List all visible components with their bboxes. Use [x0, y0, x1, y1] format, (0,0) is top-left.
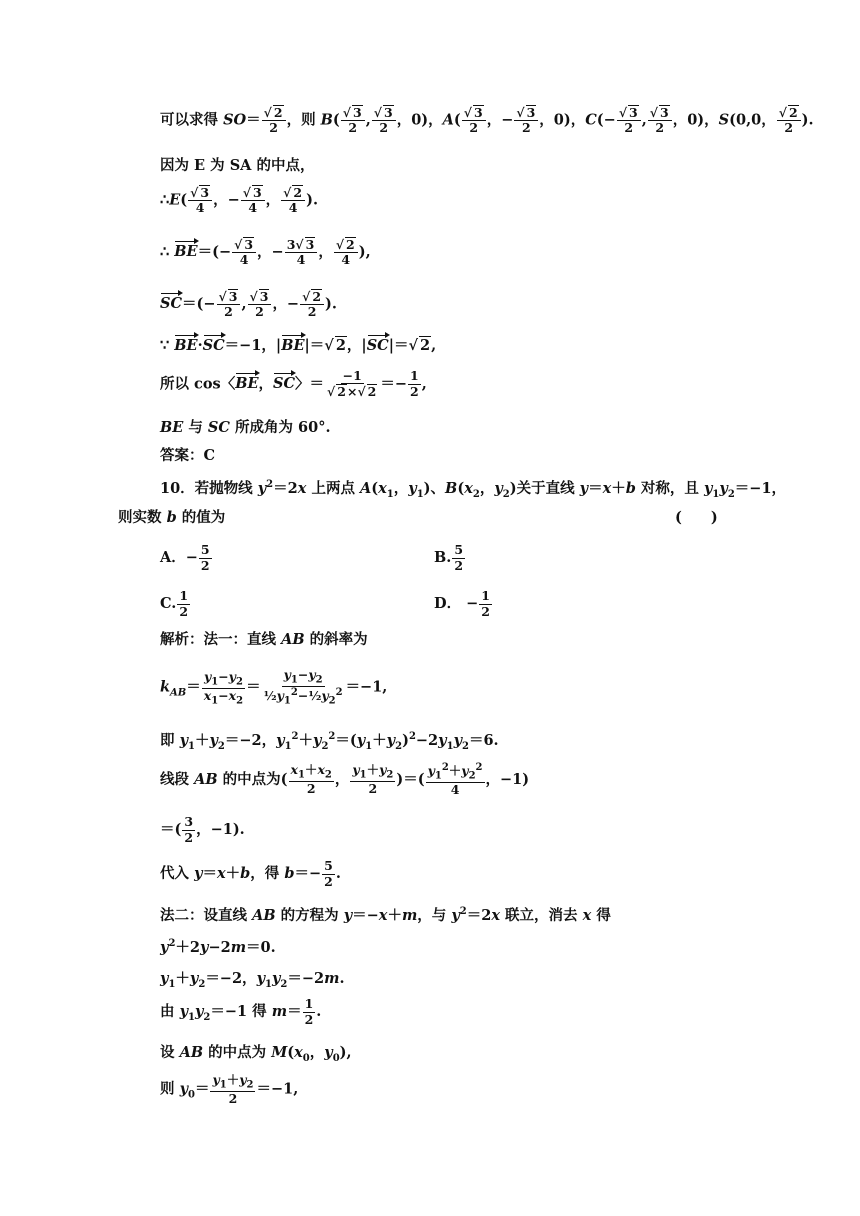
option-a: A．− $\frac{5}{2}$	[160, 542, 210, 573]
line-answer: 答案：C	[160, 446, 216, 464]
line-y0: 则 $y_0=$ $\frac{y_1+y_2}{2}$ ＝−1,	[160, 1072, 299, 1107]
line-midpoint: 线段 AB 的中点为( $\frac{x_1+x_2}{2}$ ， $\frac{y_1+y_2}{2}$ )＝( $\frac{y_1^2+y_2^2}{4}$ ，−1)	[160, 762, 530, 798]
line-cosine: 所以 cos〈BE，SC〉＝ $\frac{-1}{√ 2\times√ 2}$ ＝− $\frac{1}{2}$ ,	[160, 367, 427, 399]
line-quadratic: $y^2+2y-2m=0$.	[160, 937, 276, 956]
line-vieta: $y_1+y_2=-2$，$y_1y_2=-2m$.	[160, 969, 345, 990]
line-dot-product: ∵ BE·SC＝−1，|BE|＝√ 2，|SC|＝√ 2,	[160, 324, 436, 364]
option-b: B. $\frac{5}{2}$	[434, 542, 464, 573]
line-angle: BE 与 SC 所成角为 60°.	[160, 418, 331, 436]
line-result-b: 代入 y＝x＋b，得 b＝− $\frac{5}{2}$ .	[160, 858, 341, 889]
line-e-coords: ∴E( $\frac{√ 3}{4}$ ，− $\frac{√ 3}{4}$ ， $\frac{√ 2}{4}$ ).	[160, 184, 319, 215]
line-slope: $k_{AB}=$ $\frac{y_1-y_2}{x_1-x_2}$ ＝ $\frac{y_1-y_2}{\frac{1}{2}y_1^2-\frac{1}{2}y_2^2}$ ＝−1,	[160, 667, 388, 708]
option-c: C. $\frac{1}{2}$	[160, 588, 189, 619]
question-10: 10．若抛物线 $y^2=2x$ 上两点 $A(x_1$，$y_1$)、$B(x_2$，$y_2$)关于直线 y＝x＋b 对称，且 $y_1y_2=-1$，	[160, 478, 787, 500]
line-vector-be: ∴ BE＝(− $\frac{√ 3}{4}$ ，− $\frac{3√ 3}{4}$ ， $\frac{√ 2}{4}$ ),	[160, 236, 371, 267]
line-midpoint-e: 因为 E 为 SA 的中点，	[160, 156, 315, 174]
question-10-cont: 则实数 b 的值为	[118, 508, 226, 526]
line-so: 可以求得 SO＝ $\frac{√ 2}{2}$ ，则 B( $\frac{√ 3}{2}$ , $\frac{√ 3}{2}$ ，0)，A( $\frac{√ 3}{2}$ ，− $\frac{√ 3}{2}$ ，0)，C(− $\frac{√ 3}{2}$ , $\frac{√ 3}{2}$ ，0)，S(0,0， $\frac{√ 2}{2}$ ).	[160, 104, 814, 135]
line-m-value: 由 $y_1y_2=-1$ 得 m＝ $\frac{1}{2}$ .	[160, 996, 322, 1027]
option-d: D． − $\frac{1}{2}$	[434, 588, 490, 619]
line-sum: 即 $y_1+y_2=-2$，$y_1^2+y_2^2=(y_1+y_2)^2-2y_1y_2=6$.	[160, 730, 499, 752]
solution-method-1: 解析：法一：直线 AB 的斜率为	[160, 630, 368, 648]
answer-bracket: ( )	[675, 508, 718, 526]
line-midpoint-m: 设 AB 的中点为 $M(x_0$，$y_0$),	[160, 1043, 352, 1064]
line-vector-sc: SC＝(− $\frac{√ 3}{2}$ , $\frac{√ 3}{2}$ ，− $\frac{√ 2}{2}$ ).	[160, 288, 337, 319]
solution-method-2: 法二：设直线 AB 的方程为 y＝−x＋m，与 $y^2=2x$ 联立，消去 x 得	[160, 905, 611, 924]
line-midpoint-value: ＝( $\frac{3}{2}$ ，−1).	[160, 814, 245, 845]
